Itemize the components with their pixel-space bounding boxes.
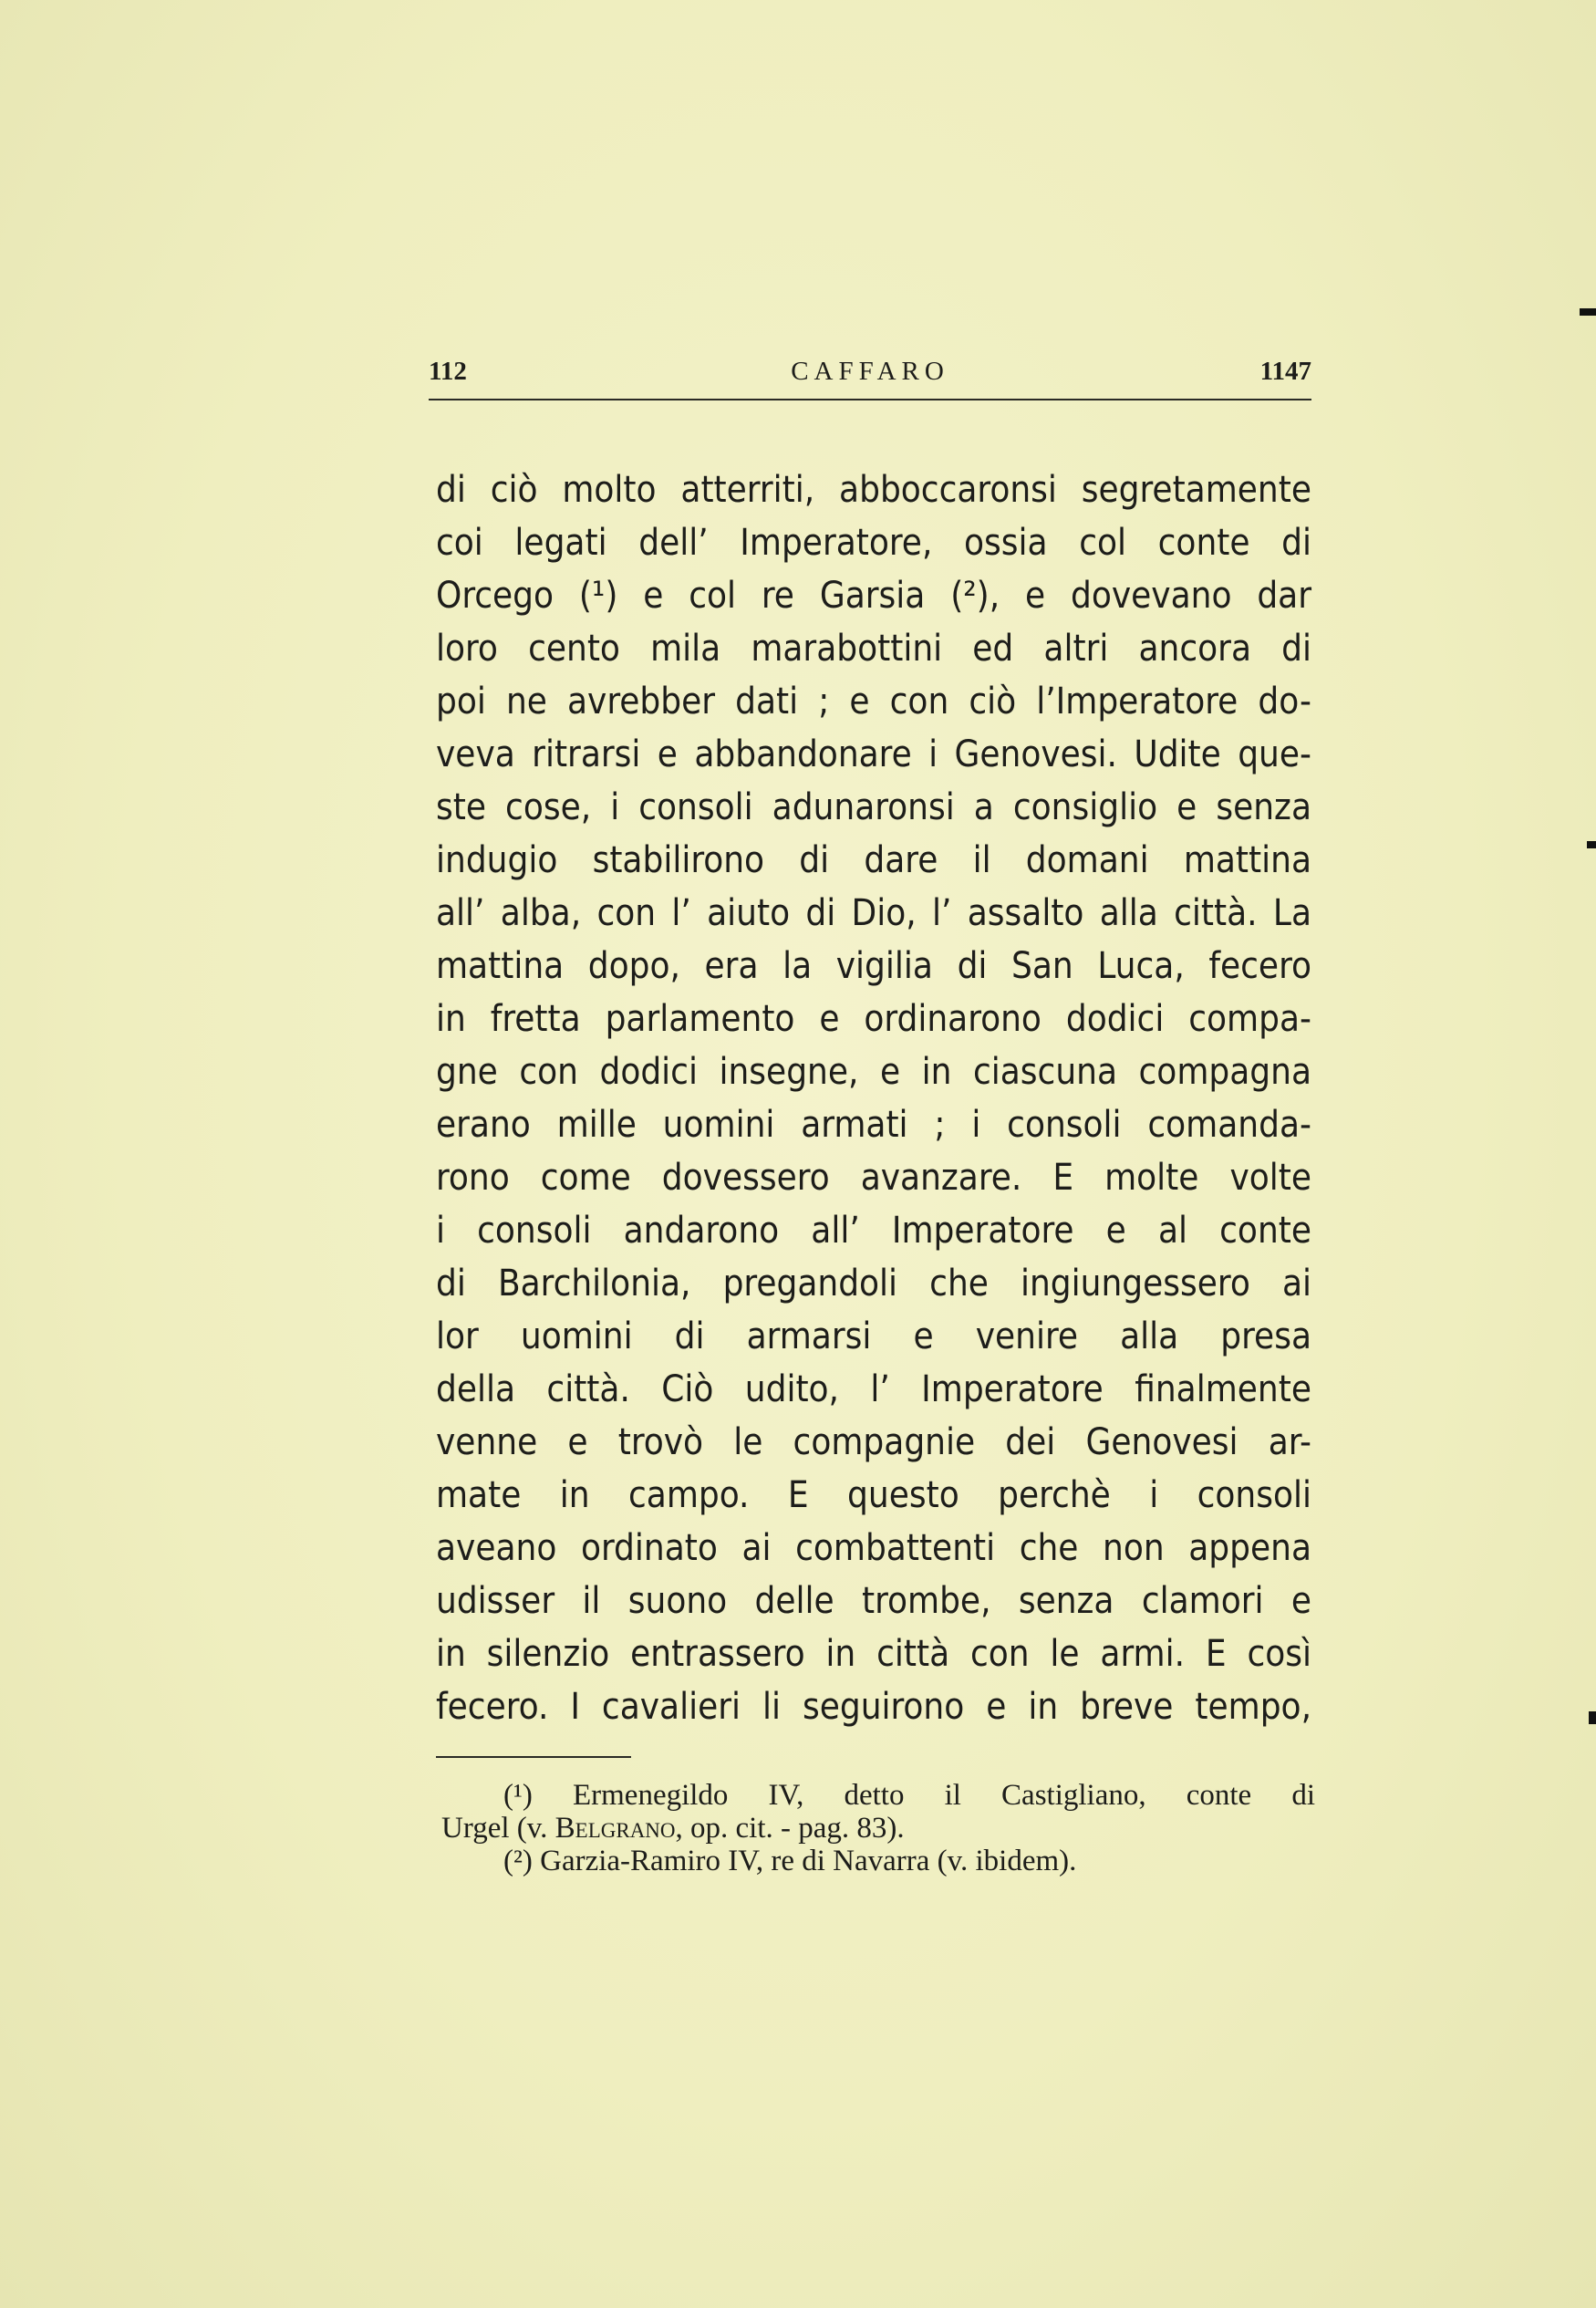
scan-edge-mark — [1589, 1711, 1596, 1724]
footnote-1-text-b: , op. cit. - pag. 83). — [675, 1812, 905, 1845]
body-line: i consoli andarono all’ Imperatore e al conte — [436, 1210, 1311, 1252]
body-line: Orcego (¹) e col re Garsia (²), e dovevano dar — [436, 575, 1311, 617]
body-line: veva ritrarsi e abbandonare i Genovesi. Udite que- — [436, 733, 1311, 775]
header-year: 1147 — [1259, 357, 1311, 386]
body-line: della città. Ciò udito, l’ Imperatore finalmente — [436, 1368, 1311, 1410]
scan-edge-mark — [1580, 308, 1596, 316]
header-rule — [429, 399, 1311, 400]
body-line: di ciò molto atterriti, abboccaronsi segretamente — [436, 469, 1311, 511]
body-line: rono come dovessero avanzare. E molte volte — [436, 1157, 1311, 1199]
body-line: mate in campo. E questo perchè i consoli — [436, 1474, 1311, 1516]
scan-edge-mark — [1587, 841, 1596, 848]
body-line: mattina dopo, era la vigilia di San Luca, fecero — [436, 945, 1311, 987]
body-line: lor uomini di armarsi e venire alla presa — [436, 1315, 1311, 1357]
page-number: 112 — [429, 357, 467, 386]
body-line: loro cento mila marabottini ed altri ancora di — [436, 628, 1311, 670]
running-header — [429, 351, 1311, 397]
body-line: coi legati dell’ Imperatore, ossia col conte di — [436, 522, 1311, 564]
body-line: venne e trovò le compagnie dei Genovesi ar- — [436, 1421, 1311, 1463]
footnote-1-line-2 — [441, 1812, 1315, 1845]
body-line: gne con dodici insegne, e in ciascuna compagna — [436, 1051, 1311, 1093]
body-line: ste cose, i consoli adunaronsi a consiglio e senza — [436, 786, 1311, 828]
footnote-1-text-a: Urgel (v. — [441, 1812, 555, 1845]
running-title: CAFFARO — [791, 357, 949, 386]
body-line: di Barchilonia, pregandoli che ingiungessero ai — [436, 1263, 1311, 1305]
footnote-1-line-1: (¹) Ermenegildo IV, detto il Castigliano, conte di — [503, 1779, 1315, 1812]
footnote-1-author: Belgrano — [554, 1812, 676, 1845]
footnote-2: (²) Garzia-Ramiro IV, re di Navarra (v. ibidem). — [503, 1845, 1077, 1877]
body-line: aveano ordinato ai combattenti che non appena — [436, 1527, 1311, 1569]
footnotes — [441, 1779, 1315, 1877]
body-line: poi ne avrebber dati ; e con ciò l’Imperatore do- — [436, 681, 1311, 723]
body-line: in silenzio entrassero in città con le armi. E così — [436, 1633, 1311, 1675]
body-text — [436, 463, 1311, 1733]
footnote-rule — [436, 1756, 631, 1758]
body-line: fecero. I cavalieri li seguirono e in breve tempo, — [436, 1686, 1311, 1728]
body-line: all’ alba, con l’ aiuto di Dio, l’ assalto alla città. La — [436, 892, 1311, 934]
body-line: erano mille uomini armati ; i consoli comanda- — [436, 1104, 1311, 1146]
body-line: in fretta parlamento e ordinarono dodici compa- — [436, 998, 1311, 1040]
body-line: udisser il suono delle trombe, senza clamori e — [436, 1580, 1311, 1622]
body-line: indugio stabilirono di dare il domani mattina — [436, 839, 1311, 881]
